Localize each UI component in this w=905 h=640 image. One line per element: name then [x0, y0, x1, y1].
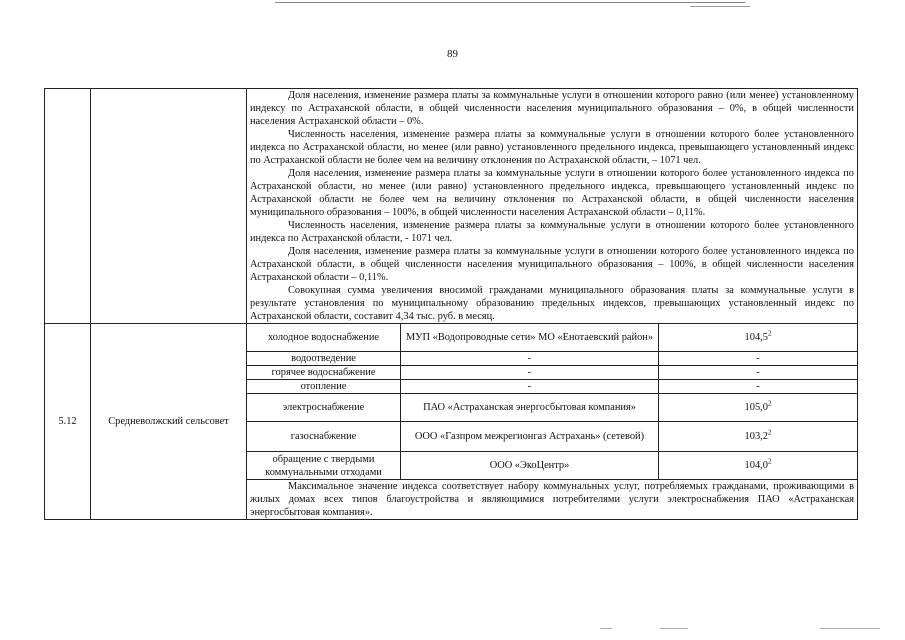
service-row	[45, 324, 858, 352]
index-value	[659, 422, 858, 452]
summary-text-cell	[247, 89, 858, 324]
index-number: 105,0	[744, 402, 768, 413]
provider-name: ООО «ЭкоЦентр»	[401, 452, 659, 480]
summary-paragraph: Доля населения, изменение размера платы за коммунальные услуги в отношении которого более установленного индекса по Астраханской области, но менее (или равно) установленного предельного индекса, превышающего установленный индекс по Астраханской области не более чем на величину отклонения по Астраханской области, в общей численности населения муниципального образования – 100%, в общей численности населения Астраханской области – 0,11%.	[250, 168, 854, 218]
index-value: -	[659, 352, 858, 366]
service-name: горячее водоснабжение	[247, 366, 401, 380]
summary-paragraph: Численность населения, изменение размера платы за коммунальные услуги в отношении которого более установленного индекса по Астраханской области, но менее (или равно) установленного предельного индекса, превышающего установленный индекс по Астраханской области не более чем на величину отклонения по Астраханской области, – 1071 чел.	[250, 129, 854, 166]
provider-name: МУП «Водопроводные сети» МО «Енотаевский район»	[401, 324, 659, 352]
index-number: 104,0	[744, 460, 768, 471]
provider-name: ПАО «Астраханская энергосбытовая компания»	[401, 394, 659, 422]
service-name: газоснабжение	[247, 422, 401, 452]
summary-paragraph: Доля населения, изменение размера платы за коммунальные услуги в отношении которого более установленного индекса по Астраханской области, в общей численности населения муниципального образования – 100%, в общей численности населения Астраханской области – 0,11%.	[250, 246, 854, 283]
scan-bottom-mark	[660, 628, 688, 629]
index-number: 103,2	[744, 431, 768, 442]
index-value	[659, 452, 858, 480]
row-number: 5.12	[45, 324, 91, 520]
footnote-mark: 2	[767, 457, 772, 466]
index-value	[659, 324, 858, 352]
scan-bottom-mark	[600, 628, 612, 629]
index-value	[659, 394, 858, 422]
scan-bottom-mark	[820, 628, 880, 629]
service-name: электроснабжение	[247, 394, 401, 422]
provider-name: -	[401, 380, 659, 394]
municipality-name: Средневолжский сельсовет	[91, 324, 247, 520]
service-name: холодное водоснабжение	[247, 324, 401, 352]
summary-paragraph: Доля населения, изменение размера платы за коммунальные услуги в отношении которого равно (или менее) установленному индексу по Астраханской области, в общей численности населения муниципального образования – 0%, в общей численности населения Астраханской области – 0%.	[250, 90, 854, 127]
provider-name: ООО «Газпром межрегионгаз Астрахань» (сетевой)	[401, 422, 659, 452]
footnote-mark: 2	[767, 329, 772, 338]
page-number: 89	[447, 48, 458, 60]
number-cell-empty	[45, 89, 91, 324]
continuation-row	[45, 89, 858, 324]
service-name: обращение с твердыми коммунальными отходами	[247, 452, 401, 480]
service-name: отопление	[247, 380, 401, 394]
service-name: водоотведение	[247, 352, 401, 366]
provider-name: -	[401, 352, 659, 366]
municipality-cell-empty	[91, 89, 247, 324]
footnote-mark: 2	[767, 428, 772, 437]
scan-edge-line	[275, 2, 745, 3]
scan-edge-line-short	[690, 6, 750, 7]
index-number: 104,5	[744, 332, 768, 343]
summary-paragraph: Совокупная сумма увеличения вносимой гражданами муниципального образования платы за коммунальные услуги в результате установления по муниципальному образованию предельных индексов, превышающих установленный индекс по Астраханской области, составит 4,34 тыс. руб. в месяц.	[250, 285, 854, 322]
provider-name: -	[401, 366, 659, 380]
index-value: -	[659, 380, 858, 394]
summary-paragraph: Численность населения, изменение размера платы за коммунальные услуги в отношении которого более установленного индекса по Астраханской области, - 1071 чел.	[250, 220, 854, 244]
footnote-mark: 2	[767, 399, 772, 408]
max-index-note: Максимальное значение индекса соответствует набору коммунальных услуг, потребляемых гражданами, проживающими в жилых домах всех типов благоустройства и являющимися потребителями услуги электроснабжения ПАО «Астраханская энергосбытовая компания».	[250, 481, 854, 518]
max-index-note-cell	[247, 480, 858, 520]
tariff-table	[44, 88, 858, 520]
index-value: -	[659, 366, 858, 380]
